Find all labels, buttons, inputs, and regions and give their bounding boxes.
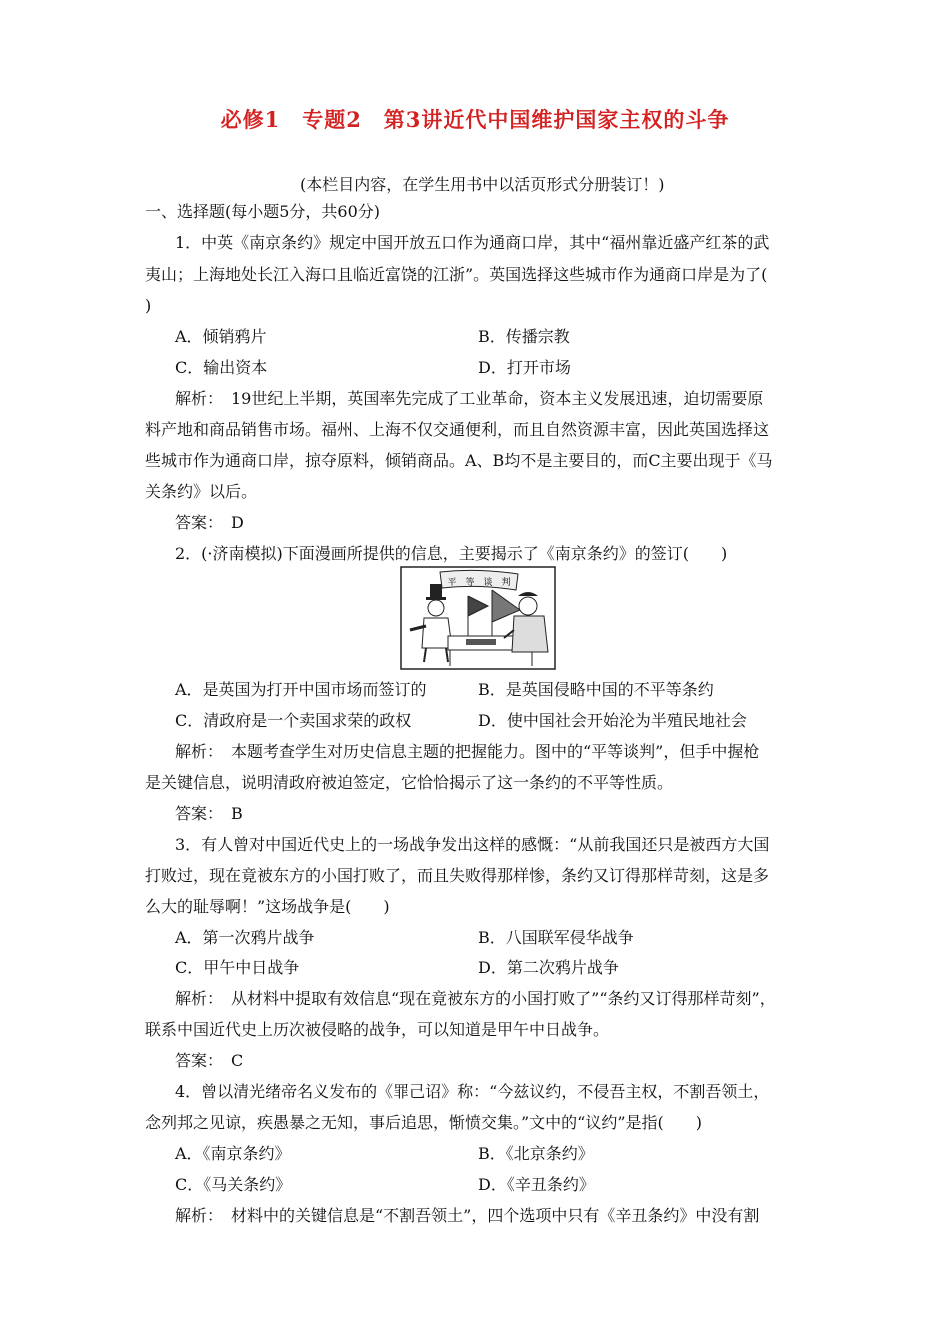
q1-explanation-2: 料产地和商品销售市场。福州、上海不仅交通便利，而且自然资源丰富，因此英国选择这 — [145, 420, 770, 439]
q3-option-d: D．第二次鸦片战争 — [478, 958, 619, 977]
q2-answer: 答案： B — [175, 804, 243, 823]
q2-explanation-1: 解析： 本题考查学生对历史信息主题的把握能力。图中的“平等谈判”，但手中握枪 — [175, 742, 760, 761]
q4-line2: 念列邦之见谅，疾愚暴之无知，事后追思，惭愤交集。”文中的“议约”是指( ) — [145, 1113, 703, 1132]
q1-line3: ) — [145, 296, 152, 315]
cartoon-banner-text: 平 等 谈 判 — [447, 578, 511, 588]
q3-explanation-1: 解析： 从材料中提取有效信息“现在竟被东方的小国打败了”“条约又订得那样苛刻”， — [175, 989, 776, 1008]
q2-option-d: D．使中国社会开始沦为半殖民地社会 — [478, 711, 747, 730]
page-title: 必修1 专题2 第3讲近代中国维护国家主权的斗争 — [220, 107, 730, 132]
q1-option-a: A．倾销鸦片 — [175, 327, 267, 346]
q1-answer: 答案： D — [175, 513, 244, 532]
q2-explanation-2: 是关键信息，说明清政府被迫签定，它恰恰揭示了这一条约的不平等性质。 — [145, 773, 674, 792]
q3-answer: 答案： C — [175, 1051, 244, 1070]
q3-option-c: C．甲午中日战争 — [175, 958, 300, 977]
q3-line2: 打败过，现在竟被东方的小国打败了，而且失败得那样惨，条约又订得那样苛刻，这是多 — [145, 866, 770, 885]
cartoon-image — [400, 566, 556, 670]
q4-option-b: B．《北京条约》 — [478, 1144, 594, 1163]
q4-option-c: C．《马关条约》 — [175, 1175, 292, 1194]
q1-explanation-1: 解析： 19世纪上半期，英国率先完成了工业革命，资本主义发展迅速，迫切需要原 — [175, 389, 764, 408]
section-heading: 一、选择题(每小题5分，共60分) — [145, 202, 381, 221]
q2-option-b: B．是英国侵略中国的不平等条约 — [478, 680, 714, 699]
q3-option-b: B．八国联军侵华战争 — [478, 928, 634, 947]
q1-explanation-4: 关条约》以后。 — [145, 482, 258, 501]
q4-option-a: A．《南京条约》 — [175, 1144, 291, 1163]
q3-line1: 3．有人曾对中国近代史上的一场战争发出这样的感慨：“从前我国还只是被西方大国 — [175, 835, 770, 854]
q1-option-d: D．打开市场 — [478, 358, 571, 377]
q2-option-c: C．清政府是一个卖国求荣的政权 — [175, 711, 412, 730]
q1-explanation-3: 些城市作为通商口岸，掠夺原料，倾销商品。A、B均不是主要目的，而C主要出现于《马 — [145, 451, 773, 470]
q3-explanation-2: 联系中国近代史上历次被侵略的战争，可以知道是甲午中日战争。 — [145, 1020, 610, 1039]
q4-line1: 4．曾以清光绪帝名义发布的《罪己诏》称：“今兹议约，不侵吾主权，不割吾领土， — [175, 1082, 770, 1101]
q1-line1: 1．中英《南京条约》规定中国开放五口作为通商口岸，其中“福州靠近盛产红茶的武 — [175, 233, 770, 252]
q4-option-d: D．《辛丑条约》 — [478, 1175, 595, 1194]
q2-option-a: A．是英国为打开中国市场而签订的 — [175, 680, 427, 699]
q3-line3: 么大的耻辱啊！”这场战争是( ) — [145, 897, 390, 916]
q1-option-b: B．传播宗教 — [478, 327, 570, 346]
q2-line1: 2．(·济南模拟)下面漫画所提供的信息，主要揭示了《南京条约》的签订( ) — [175, 544, 728, 563]
q3-option-a: A．第一次鸦片战争 — [175, 928, 315, 947]
q1-line2: 夷山；上海地处长江入海口且临近富饶的江浙”。英国选择这些城市作为通商口岸是为了( — [145, 265, 768, 284]
q1-option-c: C．输出资本 — [175, 358, 268, 377]
q4-explanation-1: 解析： 材料中的关键信息是“不割吾领土”，四个选项中只有《辛丑条约》中没有割 — [175, 1206, 760, 1225]
binding-note: (本栏目内容，在学生用书中以活页形式分册装订！) — [300, 175, 665, 194]
